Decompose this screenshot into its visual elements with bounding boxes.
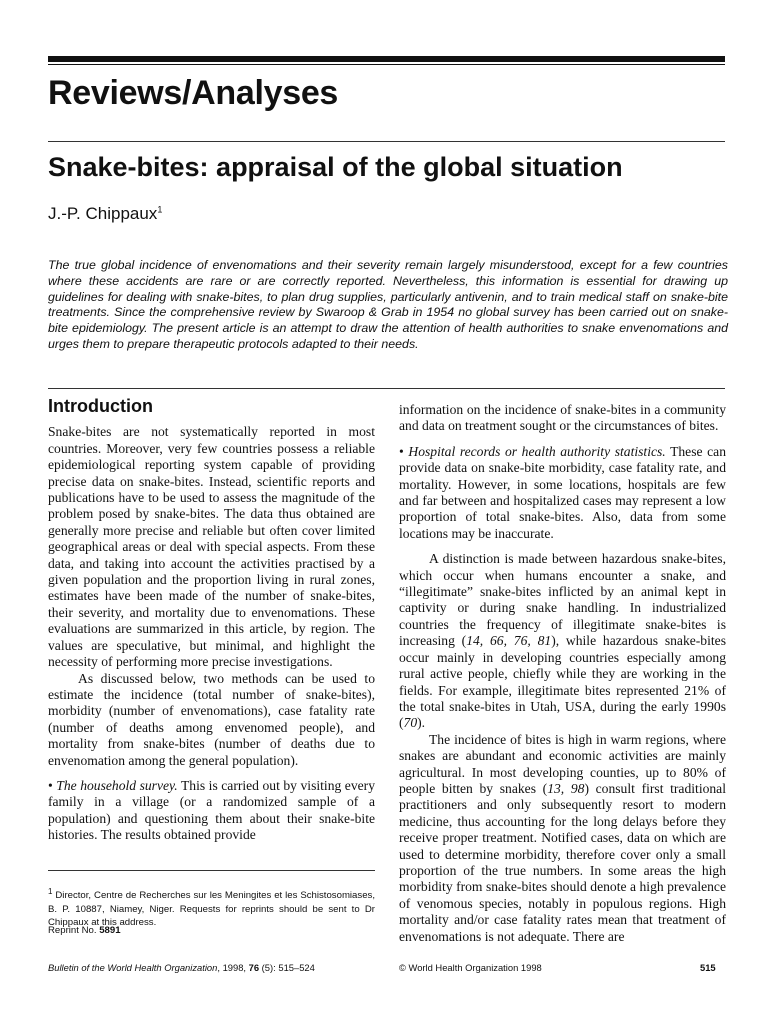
citation-text: , 1998, [217,962,249,973]
footnote-mark: 1 [48,887,53,896]
right-paragraph-1: information on the incidence of snake-bites in a community and data on treatment sought or the circumstances of bites. [399,402,726,434]
top-thin-rule [48,64,725,65]
author-footnote [48,885,375,929]
text-run: The incidence of bites is high in warm regions, where snakes are abundant and economic activities are mainly agricultural. In most developing counties, up to 80% of people bitten by snakes ( [399,731,726,796]
text-run: ) consult first traditional practitioners and only subsequently resort to modern medicine, thus accounting for the long delays before they receive proper treatment. Notified cases, data on which are used to determine morbidity, therefore cover only a small proportion of the true numbers. In some areas the high morbidity from snake-bites should denote a high prevalence of venomous species, notably in populous regions. High mortality and/or case fatality rates mean that treatment of envenomations is not adequate. There are [399,780,726,944]
text-run: ), while hazardous snake-bites occur mainly in developing countries especially among rural active people, chiefly while they are working in the fields. For example, illegitimate bites represented 21% of the total snake-bites in Utah, USA, during the early 1990s ( [399,633,726,731]
author-footnote-mark: 1 [157,204,163,215]
citation: 13, 98 [547,780,585,796]
household-survey-lead: The household survey. [56,777,178,793]
journal-name: Bulletin of the World Health Organization [48,962,218,973]
reprint-label: Reprint No. [48,925,100,936]
abstract: The true global incidence of envenomations and their severity remain largely misunderstood, except for a few countries where these accidents are rare or are correctly reported. Nevertheless, this information is essential for drawing up guidelines for dealing with snake-bites, to plan drug supplies, particularly antivenin, and to train medical staff on snake-bite treatments. Since the comprehensive review by Swaroop & Grab in 1954 no global survey has been carried out on snake-bite epidemiology. The present article is an attempt to draw the attention of health authorities to snake envenomations and urges them to prepare therapeutic protocols adapted to their needs. [48,258,728,351]
introduction-heading: Introduction [48,396,153,416]
incidence-paragraph [399,732,726,945]
bullet: • [48,777,53,793]
intro-paragraph-1: Snake-bites are not systematically reported in most countries. Moreover, very few countries possess a reliable epidemiological reporting system capable of providing precise data on snake-bites. Instead, scientific reports and publications have to be used to assess the magnitude of the problem posed by snake-bites. The data thus obtained are generally more precise and reliable but often cover limited geographical areas or deal with special aspects. From these data, and taking into account the activities practised by a given population and the proportion living in rural zones, estimates have been made of the number of snake-bites, their severity, and mortality due to envenomations. These evaluations are summarized in this article, by region. The values are speculative, but minimal, and highlight the necessity of performing more precise investigations. [48,424,375,670]
hospital-records-text: These can provide data on snake-bite morbidity, case fatality rate, and mortality. However, in some locations, hospitals are few and far between and hospitalized cases may represent a low proportion of total snake-bites. Also, data from some locations may be inaccurate. [399,443,727,541]
illegitimate-bites-paragraph [399,551,726,731]
citation-text: (5): 515–524 [259,962,315,973]
right-column [399,402,726,945]
volume-number: 76 [248,962,260,973]
text-run: A distinction is made between hazardous snake-bites, which occur when humans encounter a snake, and “illegitimate” snake-bites inflicted by an animal kept in captivity or during snake handling. In industrialized countries the frequency of illegitimate snake-bites is increasing ( [399,551,726,649]
abstract-divider [48,388,725,389]
page-number: 515 [700,962,716,973]
bullet: • [399,443,404,459]
citation: 14, 66, 76, 81 [466,633,552,649]
top-thick-rule [48,56,725,62]
intro-paragraph-2: As discussed below, two methods can be used to estimate the incidence (total number of snake-bites), morbidity (number of envenomations), case fatality rate (number of deaths among envenomed people), and mortality from snake-bites (number of deaths due to envenomation among the general population). [48,670,375,768]
citation: 70 [403,715,418,731]
hospital-records-paragraph [399,444,726,542]
hospital-records-lead: Hospital records or health authority statistics. [408,443,666,459]
article-title: Snake-bites: appraisal of the global situation [48,152,623,182]
reprint-value: 5891 [99,925,121,936]
household-survey-text: This is carried out by visiting every family in a village (or a randomized sample of a population) and questioning them about their snake-bite histories. The results obtained provide [48,777,375,843]
left-column [48,398,375,844]
footnote-divider [48,870,375,871]
section-title: Reviews/Analyses [48,74,339,112]
author-name: J.-P. Chippaux [48,204,158,223]
footer-citation [48,962,315,973]
author-line [48,204,162,224]
footer-copyright: © World Health Organization 1998 [399,962,542,973]
title-divider [48,141,725,142]
text-run: ). [417,715,426,731]
reprint-number [48,925,121,936]
footnote-text: Director, Centre de Recherches sur les Meningites et les Schistosomiases, B. P. 10887, Niamey, Niger. Requests for reprints should be sent to Dr Chippaux at this address. [48,890,375,928]
household-survey-paragraph [48,778,375,844]
